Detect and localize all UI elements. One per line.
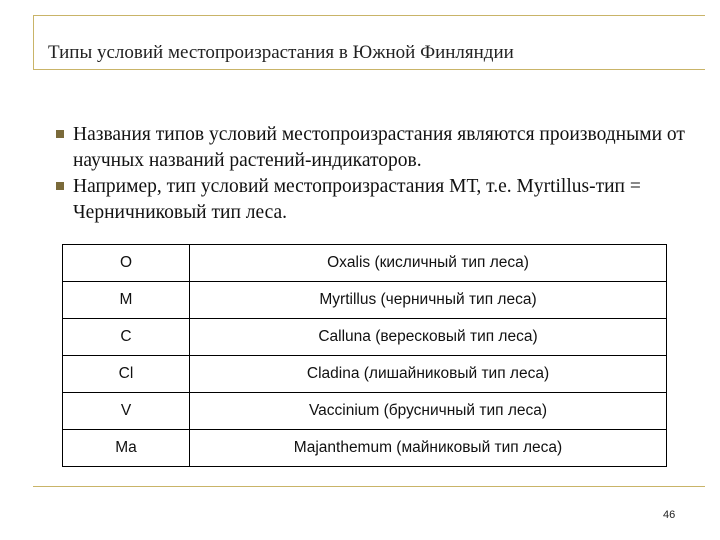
site-type-name: Oxalis (кисличный тип леса) [190, 245, 667, 282]
title-divider [33, 69, 705, 70]
table-row [63, 319, 667, 356]
page-number: 46 [663, 509, 676, 521]
table-row [63, 282, 667, 319]
site-type-code: Ma [63, 430, 190, 467]
bullet-square-icon [56, 182, 64, 190]
decor-vertical-line [33, 15, 34, 70]
site-type-name: Majanthemum (майниковый тип леса) [190, 430, 667, 467]
table-row [63, 430, 667, 467]
bullet-list [56, 122, 696, 226]
decor-top-line [33, 15, 705, 16]
bullet-square-icon [56, 130, 64, 138]
site-type-code: Cl [63, 356, 190, 393]
footer-divider [33, 486, 705, 487]
bullet-text-1: Названия типов условий местопроизрастания являются производными от научных названий растений-индикаторов. [73, 124, 685, 171]
table-row [63, 245, 667, 282]
site-type-name: Cladina (лишайниковый тип леса) [190, 356, 667, 393]
slide-title: Типы условий местопроизрастания в Южной Финляндии [48, 42, 514, 63]
site-type-code: V [63, 393, 190, 430]
table-row [63, 356, 667, 393]
site-type-code: O [63, 245, 190, 282]
bullet-text-2: Например, тип условий местопроизрастания МТ, т.е. Myrtillus-тип = Черничниковый тип леса. [73, 176, 641, 223]
site-type-name: Vaccinium (брусничный тип леса) [190, 393, 667, 430]
bullet-item-1 [56, 122, 696, 174]
table-row [63, 393, 667, 430]
site-type-name: Calluna (вересковый тип леса) [190, 319, 667, 356]
site-type-table [62, 244, 667, 467]
site-type-code: M [63, 282, 190, 319]
site-type-name: Myrtillus (черничный тип леса) [190, 282, 667, 319]
site-type-code: C [63, 319, 190, 356]
bullet-item-2 [56, 174, 696, 226]
